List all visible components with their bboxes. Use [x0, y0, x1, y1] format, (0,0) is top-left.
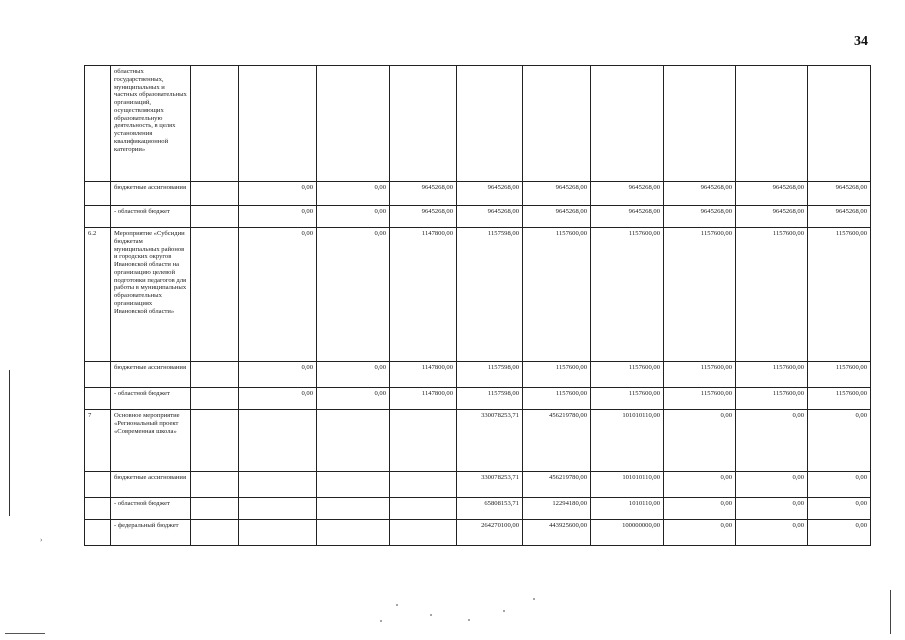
value-cell [664, 66, 736, 182]
value-cell [191, 66, 239, 182]
value-cell: 1157600,00 [736, 228, 808, 362]
value-cell: 0,00 [664, 472, 736, 498]
row-name-cell: - федеральный бюджет [111, 520, 191, 546]
row-index-cell [85, 472, 111, 498]
value-cell: 1157598,00 [457, 388, 523, 410]
value-cell: 1157600,00 [736, 388, 808, 410]
value-cell: 0,00 [664, 498, 736, 520]
value-cell [317, 66, 390, 182]
value-cell: 1157600,00 [523, 362, 591, 388]
value-cell [457, 66, 523, 182]
value-cell [523, 66, 591, 182]
row-index-cell: 7 [85, 410, 111, 472]
row-index-cell [85, 66, 111, 182]
value-cell: 1157600,00 [591, 362, 664, 388]
page-number: 34 [854, 34, 868, 49]
value-cell: 9645268,00 [591, 182, 664, 206]
value-cell: 0,00 [317, 388, 390, 410]
value-cell: 0,00 [317, 206, 390, 228]
value-cell: 0,00 [239, 388, 317, 410]
table-row [85, 472, 871, 498]
table-row [85, 498, 871, 520]
value-cell: 9645268,00 [390, 206, 457, 228]
value-cell: 1157598,00 [457, 228, 523, 362]
value-cell: 0,00 [239, 228, 317, 362]
value-cell [317, 472, 390, 498]
row-index-cell [85, 182, 111, 206]
row-name-cell: областных государственных, муниципальных и частных образовательных организаций, осуществляющих образовательную деятельность, в целях установления квалификационной категории» [111, 66, 191, 182]
row-name-cell: Основное мероприятие «Региональный проект «Современная школа» [111, 410, 191, 472]
value-cell [191, 498, 239, 520]
row-name-cell: бюджетные ассигнования [111, 182, 191, 206]
table-row [85, 228, 871, 362]
value-cell: 0,00 [239, 362, 317, 388]
value-cell: 0,00 [317, 228, 390, 362]
table-row [85, 66, 871, 182]
budget-table [84, 65, 871, 546]
value-cell [390, 520, 457, 546]
value-cell: 0,00 [736, 410, 808, 472]
value-cell [390, 66, 457, 182]
value-cell: 0,00 [808, 520, 871, 546]
value-cell: 0,00 [317, 362, 390, 388]
value-cell: 1010110,00 [591, 498, 664, 520]
scan-side-tick: › [40, 536, 43, 544]
value-cell: 0,00 [239, 182, 317, 206]
value-cell [191, 182, 239, 206]
value-cell: 0,00 [736, 498, 808, 520]
value-cell: 1157600,00 [808, 362, 871, 388]
value-cell: 264270100,00 [457, 520, 523, 546]
row-name-cell: бюджетные ассигнования [111, 362, 191, 388]
value-cell: 9645268,00 [736, 206, 808, 228]
table-row [85, 410, 871, 472]
value-cell: 443925600,00 [523, 520, 591, 546]
value-cell: 1157600,00 [664, 362, 736, 388]
row-name-cell: - областной бюджет [111, 206, 191, 228]
value-cell: 9645268,00 [457, 182, 523, 206]
value-cell: 9645268,00 [457, 206, 523, 228]
scan-speck [503, 610, 505, 612]
value-cell: 65808153,71 [457, 498, 523, 520]
value-cell [191, 388, 239, 410]
value-cell: 456219780,00 [523, 410, 591, 472]
value-cell: 0,00 [808, 472, 871, 498]
value-cell: 1157600,00 [664, 228, 736, 362]
value-cell: 1157600,00 [736, 362, 808, 388]
value-cell: 1157600,00 [591, 228, 664, 362]
row-index-cell: 6.2 [85, 228, 111, 362]
value-cell [191, 472, 239, 498]
value-cell: 9645268,00 [664, 206, 736, 228]
scan-speck [380, 620, 382, 622]
value-cell [390, 498, 457, 520]
value-cell [736, 66, 808, 182]
table-row [85, 206, 871, 228]
value-cell: 1157598,00 [457, 362, 523, 388]
value-cell: 0,00 [664, 520, 736, 546]
value-cell: 9645268,00 [591, 206, 664, 228]
value-cell: 1147800,00 [390, 388, 457, 410]
value-cell: 9645268,00 [523, 182, 591, 206]
scan-bottom-mark [5, 633, 45, 634]
value-cell: 0,00 [808, 410, 871, 472]
value-cell [317, 498, 390, 520]
value-cell [808, 66, 871, 182]
value-cell: 0,00 [239, 206, 317, 228]
value-cell: 101010110,00 [591, 410, 664, 472]
value-cell: 1157600,00 [523, 228, 591, 362]
value-cell: 101010110,00 [591, 472, 664, 498]
value-cell: 456219780,00 [523, 472, 591, 498]
row-name-cell: бюджетные ассигнования [111, 472, 191, 498]
value-cell: 1147800,00 [390, 362, 457, 388]
value-cell: 330078253,71 [457, 410, 523, 472]
row-index-cell [85, 206, 111, 228]
value-cell: 9645268,00 [808, 206, 871, 228]
scan-margin-line-right [890, 590, 891, 634]
table-row [85, 182, 871, 206]
value-cell [191, 206, 239, 228]
value-cell [317, 410, 390, 472]
value-cell: 330078253,71 [457, 472, 523, 498]
scan-speck [468, 619, 470, 621]
value-cell: 9645268,00 [390, 182, 457, 206]
value-cell: 9645268,00 [523, 206, 591, 228]
value-cell [191, 520, 239, 546]
value-cell: 0,00 [736, 520, 808, 546]
value-cell: 1157600,00 [523, 388, 591, 410]
table-row [85, 520, 871, 546]
value-cell: 1157600,00 [808, 388, 871, 410]
scan-margin-line [9, 370, 10, 516]
value-cell: 12294180,00 [523, 498, 591, 520]
row-name-cell: Мероприятие «Субсидии бюджетам муниципальных районов и городских округов Ивановской области на организацию целевой подготовки педагогов для работы в муниципальных образовательных организациях Ивановской области» [111, 228, 191, 362]
value-cell: 0,00 [808, 498, 871, 520]
value-cell [239, 498, 317, 520]
scan-speck [430, 614, 432, 616]
value-cell: 1157600,00 [664, 388, 736, 410]
value-cell [191, 362, 239, 388]
row-index-cell [85, 362, 111, 388]
value-cell: 100000000,00 [591, 520, 664, 546]
value-cell [591, 66, 664, 182]
value-cell: 1157600,00 [808, 228, 871, 362]
value-cell: 9645268,00 [808, 182, 871, 206]
value-cell: 9645268,00 [664, 182, 736, 206]
value-cell: 1157600,00 [591, 388, 664, 410]
value-cell: 0,00 [317, 182, 390, 206]
table-row [85, 388, 871, 410]
value-cell [239, 66, 317, 182]
value-cell: 1147800,00 [390, 228, 457, 362]
value-cell [239, 520, 317, 546]
row-name-cell: - областной бюджет [111, 388, 191, 410]
value-cell [191, 410, 239, 472]
value-cell [239, 472, 317, 498]
row-name-cell: - областной бюджет [111, 498, 191, 520]
value-cell: 0,00 [664, 410, 736, 472]
scan-speck [533, 598, 535, 600]
scan-speck [396, 604, 398, 606]
value-cell [239, 410, 317, 472]
row-index-cell [85, 388, 111, 410]
value-cell [317, 520, 390, 546]
row-index-cell [85, 498, 111, 520]
value-cell [390, 472, 457, 498]
value-cell [390, 410, 457, 472]
value-cell: 9645268,00 [736, 182, 808, 206]
table-row [85, 362, 871, 388]
row-index-cell [85, 520, 111, 546]
value-cell: 0,00 [736, 472, 808, 498]
value-cell [191, 228, 239, 362]
